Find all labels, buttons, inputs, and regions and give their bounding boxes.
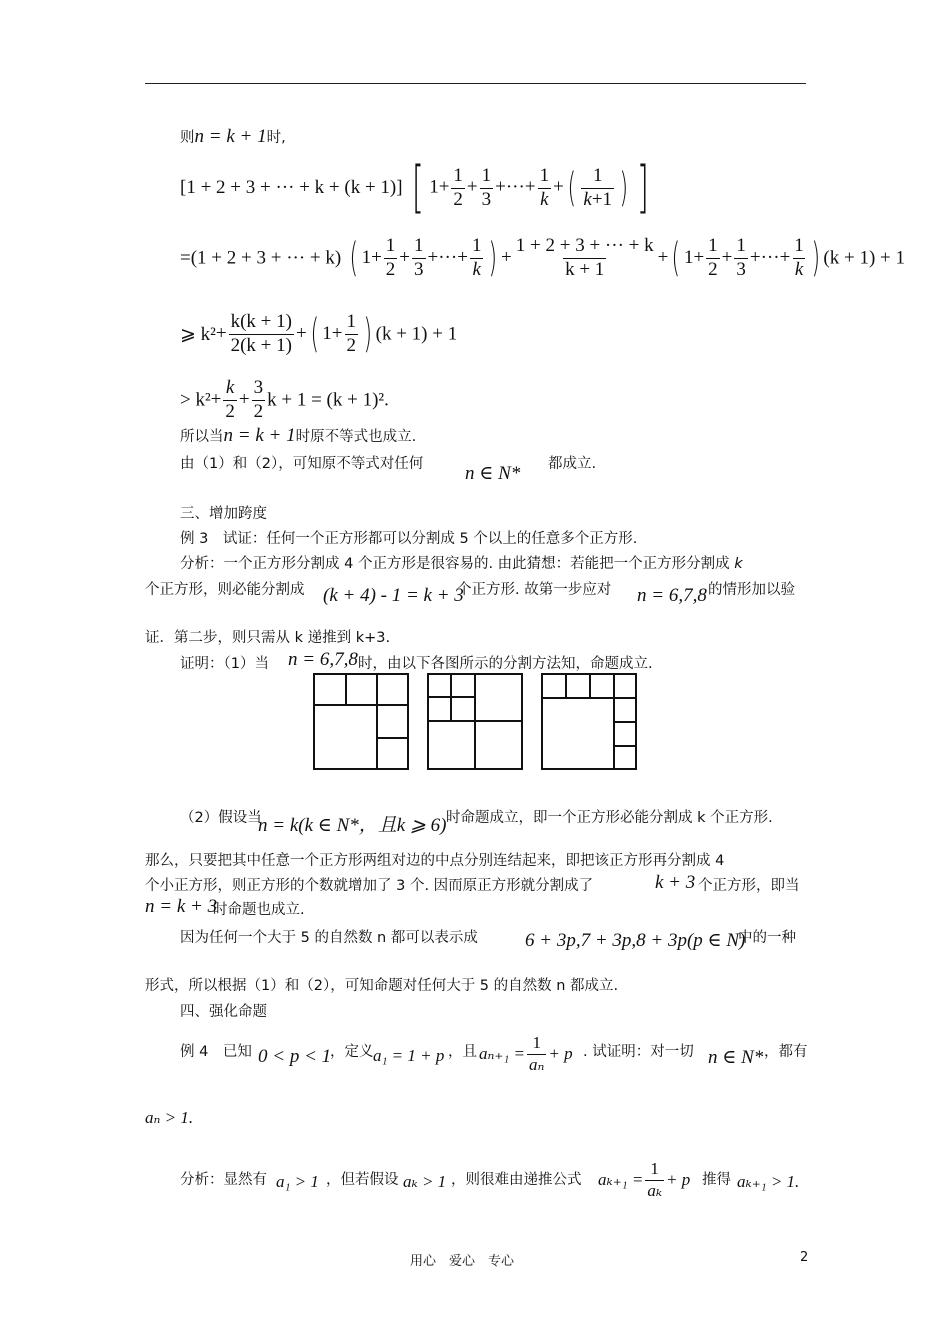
fraction: $\frac{1}{2}$ bbox=[453, 164, 463, 210]
math: > k² bbox=[180, 389, 211, 411]
math-n678: n = 6,7,8 bbox=[637, 585, 707, 606]
section-heading-3: 三、增加跨度 bbox=[180, 506, 267, 522]
text: 的情形加以验 bbox=[708, 582, 795, 598]
line-conclusion-all: 由（1）和（2），可知原不等式对任何 bbox=[180, 456, 424, 472]
fraction: $\frac{k(k + 1)}{2(k + 1)}$ bbox=[230, 311, 292, 356]
text: 个正方形，即当 bbox=[698, 878, 800, 894]
math-an-gt-1: aₙ > 1. bbox=[145, 1108, 194, 1127]
math: aₖ > 1 bbox=[403, 1172, 447, 1191]
text: 都成立. bbox=[548, 456, 597, 472]
proof-line-1: 证明：（1）当 bbox=[180, 656, 269, 672]
math: (k + 1) + 1 bbox=[375, 323, 458, 345]
math-n-eq-k: n = k(k ∈ N*，且k ⩾ 6) bbox=[258, 815, 447, 836]
proof-line-6: 因为任何一个大于 5 的自然数 n 都可以表示成 bbox=[180, 930, 478, 946]
footer-slogan: 用心 爱心 专心 bbox=[410, 1254, 515, 1269]
text: . 试证明：对一切 bbox=[583, 1044, 694, 1060]
math: [1 + 2 + 3 + ··· + k + (k + 1)] bbox=[180, 177, 403, 198]
math-recurrence-k: aₖ₊₁ = $\frac{1}{\text{aₖ}}$ + p bbox=[598, 1159, 691, 1200]
math-n-in-N: n ∈ N* bbox=[465, 463, 521, 484]
example-3: 例 3 试证：任何一个正方形都可以分割成 5 个以上的任意多个正方形. bbox=[180, 531, 638, 547]
analysis-line-1: 分析：一个正方形分割成 4 个正方形是很容易的. 由此猜想：若能把一个正方形分割成 k bbox=[180, 556, 743, 572]
text: ，都有 bbox=[764, 1044, 808, 1060]
math-k3: k + 3 bbox=[655, 872, 696, 893]
page-number: 2 bbox=[800, 1250, 809, 1265]
text: 时命题也成立. bbox=[213, 902, 305, 918]
text: ，则很难由递推公式 bbox=[451, 1172, 582, 1188]
math: n ∈ N* bbox=[708, 1047, 764, 1068]
equation-line-3: =(1 + 2 + 3 + ··· + k) ( 1+ $\frac{1}{2}$ + $\frac{1}{3}$ +···+ $\frac{1}{k}$ ) + $\frac{1 + 2 + 3 + \cdot\cdot\cdot + k}{k + 1}$ +( 1+ $\frac{1}{2}$ + $\frac{1}{3}$ +···+ $\frac{1}{k}$ ) (k + 1) + 1 bbox=[180, 235, 905, 282]
fraction: $\frac{1}{k}$ bbox=[539, 164, 550, 210]
fraction: $\frac{1}{k+1}$ bbox=[583, 164, 613, 210]
analysis-line-2: 个正方形，则必能分割成 bbox=[145, 582, 305, 598]
fraction-sum-over-k1: $\frac{1 + 2 + 3 + \cdot\cdot\cdot + k}{k + 1}$ bbox=[515, 235, 654, 280]
equation-line-4: ⩾ k²+ $\frac{k(k + 1)}{2(k + 1)}$ +( 1+ $\frac{1}{2}$ ) (k + 1) + 1 bbox=[180, 311, 458, 358]
text: 个正方形. 故第一步应对 bbox=[457, 582, 612, 598]
text: 时命题成立，即一个正方形必能分割成 k 个正方形. bbox=[446, 810, 773, 826]
section-heading-4: 四、强化命题 bbox=[180, 1004, 267, 1020]
math: k + 1 = (k + 1)². bbox=[267, 389, 389, 411]
fraction: $\frac{1}{3}$ bbox=[481, 164, 492, 210]
math: n = k + 1 bbox=[194, 126, 267, 147]
equation-line-5: > k²+ $\frac{k}{2}$ + $\frac{3}{2}$ k + 1 = (k + 1)². bbox=[180, 377, 389, 422]
proof-line-4: 个小正方形，则正方形的个数就增加了 3 个. 因而原正方形就分割成了 bbox=[145, 878, 594, 894]
text: 推得 bbox=[702, 1172, 731, 1188]
math-recurrence: aₙ₊₁ = $\frac{1}{\text{aₙ}}$ + p bbox=[479, 1033, 573, 1074]
text: ，定义 bbox=[330, 1044, 374, 1060]
header-rule bbox=[145, 83, 806, 84]
math-n-k3: n = k + 3 bbox=[145, 896, 218, 917]
math: ⩾ k² bbox=[180, 323, 216, 345]
line-n-eq-k-plus-1 bbox=[180, 126, 286, 148]
line-conclusion-k1: 所以当n = k + 1时原不等式也成立. bbox=[180, 425, 417, 446]
math: (k + 1) + 1 bbox=[823, 247, 905, 269]
math: 0 < p < 1 bbox=[258, 1046, 332, 1067]
math-6-3p: 6 + 3p,7 + 3p,8 + 3p(p ∈ N) bbox=[525, 930, 746, 951]
math-k4: (k + 4) - 1 = k + 3 bbox=[323, 585, 464, 606]
math-n678: n = 6,7,8 bbox=[288, 649, 358, 670]
analysis-line-3: 证．第二步，则只需从 k 递推到 k+3. bbox=[145, 630, 391, 646]
text: 时，由以下各图所示的分割方法知，命题成立. bbox=[358, 656, 653, 672]
proof-line-2: （2）假设当 bbox=[180, 810, 262, 826]
text: 则 bbox=[180, 130, 195, 146]
math: a₁ = 1 + p bbox=[373, 1046, 445, 1065]
proof-line-7: 形式，所以根据（1）和（2），可知命题对任何大于 5 的自然数 n 都成立. bbox=[145, 978, 619, 994]
text: 中的一种 bbox=[738, 930, 796, 946]
analysis-4: 分析：显然有 bbox=[180, 1172, 267, 1188]
proof-line-3: 那么，只要把其中任意一个正方形两组对边的中点分别连结起来，即把该正方形再分割成 4 bbox=[145, 853, 725, 869]
math: aₖ₊₁ > 1. bbox=[737, 1172, 800, 1191]
text: ，但若假设 bbox=[326, 1172, 399, 1188]
text: ，且 bbox=[448, 1044, 477, 1060]
example-4: 例 4 已知 bbox=[180, 1044, 252, 1060]
math: a₁ > 1 bbox=[276, 1172, 319, 1191]
text: 时, bbox=[266, 130, 286, 146]
math: =(1 + 2 + 3 + ··· + k) bbox=[180, 247, 342, 269]
equation-line-2: [1 + 2 + 3 + ··· + k + (k + 1)] [ 1+ $\frac{1}{2}$ + $\frac{1}{3}$ +···+ $\frac{1}{k}$ +( $\frac{1}{k+1}$ ) ] bbox=[180, 155, 649, 220]
